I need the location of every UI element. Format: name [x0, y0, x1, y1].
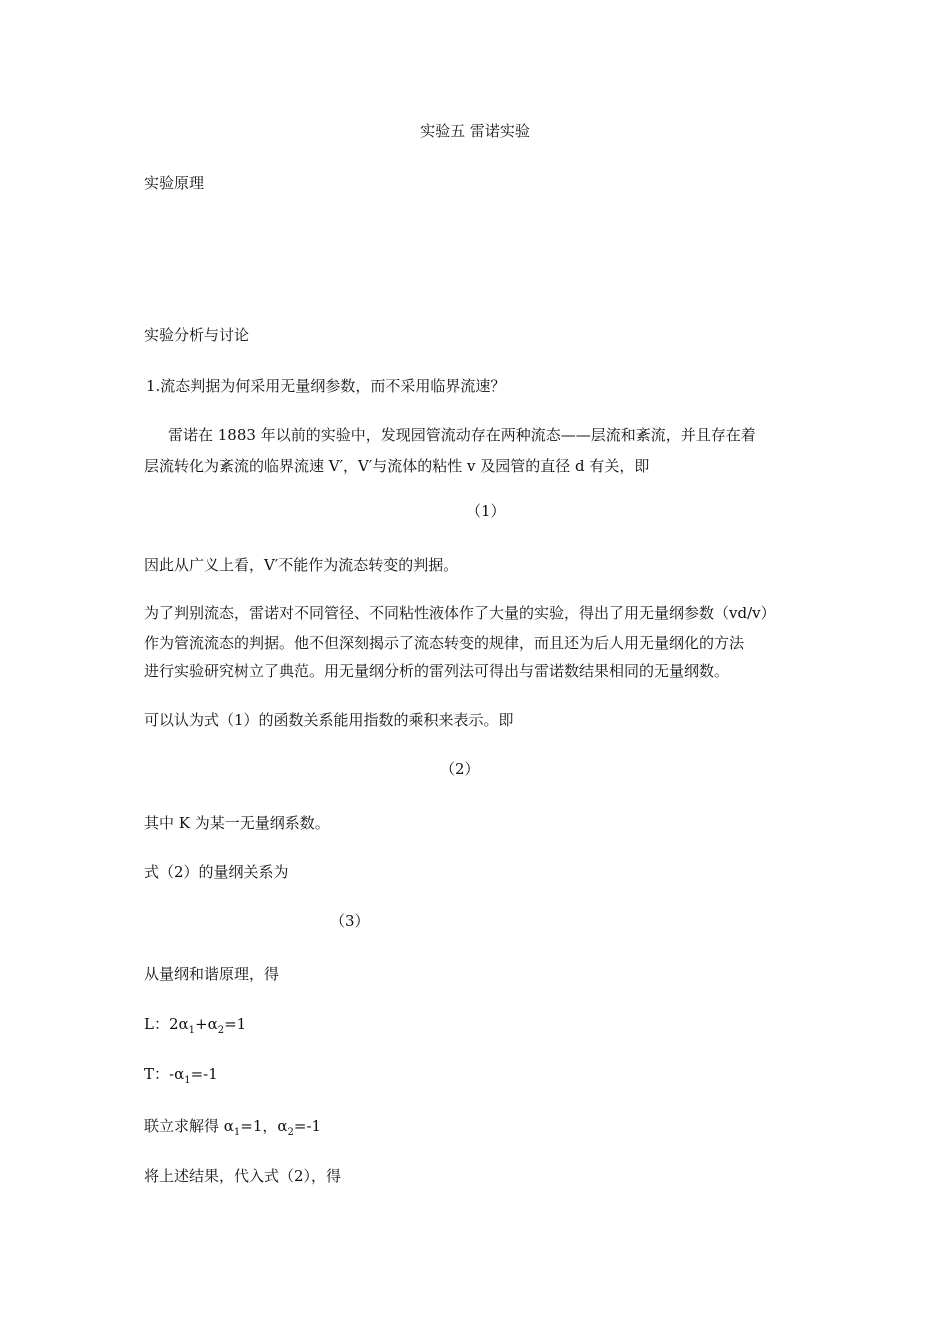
equation-l-sub-2: 2 — [217, 1025, 225, 1036]
equation-t-prefix: T：-α — [144, 1065, 185, 1083]
paragraph-1-line-2: 层流转化为紊流的临界流速 V′，V′与流体的粘性 v 及园管的直径 d 有关，即 — [144, 457, 650, 475]
section-heading-principle: 实验原理 — [144, 174, 205, 192]
solution-prefix: 联立求解得 α — [144, 1117, 234, 1135]
document-title: 实验五 雷诺实验 — [420, 122, 530, 140]
paragraph-1-line-1: 雷诺在 1883 年以前的实验中，发现园管流动存在两种流态——层流和紊流，并且存在着 — [168, 426, 756, 444]
equation-1-number: （1） — [466, 502, 506, 520]
paragraph-8: 将上述结果，代入式（2），得 — [144, 1167, 342, 1185]
equation-t-suffix: =-1 — [190, 1065, 218, 1083]
paragraph-7: 从量纲和谐原理，得 — [144, 965, 280, 983]
equation-l-suffix: =1 — [224, 1015, 247, 1033]
equation-t — [144, 1064, 218, 1084]
solution-sub-2: 2 — [287, 1127, 294, 1138]
equation-t-sub-1: 1 — [184, 1075, 191, 1086]
solution-sub-1: 1 — [233, 1127, 241, 1138]
equation-l — [144, 1014, 246, 1034]
solution-mid: =1，α — [240, 1117, 288, 1135]
paragraph-3-line-1: 为了判别流态，雷诺对不同管径、不同粘性液体作了大量的实验，得出了用无量纲参数（vd/v） — [144, 604, 776, 622]
equation-3-number: （3） — [330, 912, 370, 930]
solution-suffix: =-1 — [293, 1117, 322, 1135]
paragraph-4: 可以认为式（1）的函数关系能用指数的乘积来表示。即 — [144, 711, 514, 729]
paragraph-3-line-2: 作为管流流态的判据。他不但深刻揭示了流态转变的规律，而且还为后人用无量纲化的方法 — [144, 634, 745, 652]
equation-2-number: （2） — [440, 760, 480, 778]
paragraph-3-line-3: 进行实验研究树立了典范。用无量纲分析的雷列法可得出与雷诺数结果相同的无量纲数。 — [144, 662, 730, 680]
paragraph-6: 式（2）的量纲关系为 — [144, 863, 289, 881]
section-heading-analysis: 实验分析与讨论 — [144, 326, 250, 344]
equation-l-mid: +α — [195, 1015, 218, 1033]
paragraph-5: 其中 K 为某一无量纲系数。 — [144, 814, 330, 832]
equation-l-prefix: L：2α — [144, 1015, 189, 1033]
equation-l-sub-1: 1 — [188, 1025, 196, 1036]
question-1: 1.流态判据为何采用无量纲参数，而不采用临界流速？ — [146, 377, 506, 395]
paragraph-2: 因此从广义上看，V′不能作为流态转变的判据。 — [144, 556, 459, 574]
solution-line — [144, 1116, 321, 1136]
